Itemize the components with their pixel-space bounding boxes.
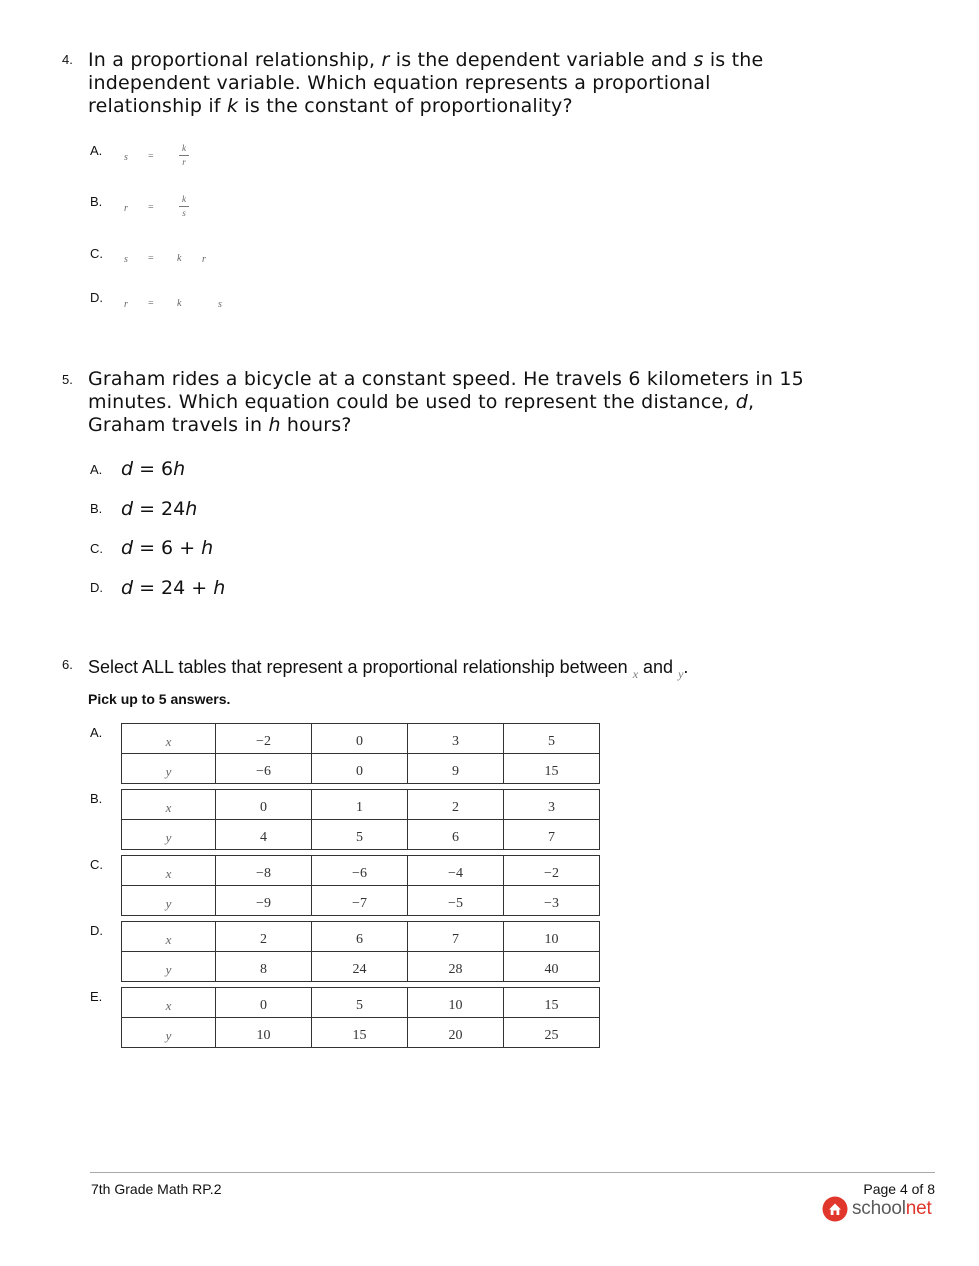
text-span: Select ALL tables that represent a proportional relationship between [88,657,633,677]
cell-value: 10 [544,931,559,947]
row-label-y [122,886,216,916]
question-4-line-3 [88,95,763,118]
fraction-bar [179,155,189,156]
equation-middle: = 24 + [133,577,214,599]
equation-middle: = 6 [133,458,174,480]
table-cell [312,886,408,916]
table-row-y [122,1018,600,1048]
cell-value: 7 [452,931,459,947]
table-cell [312,922,408,952]
cell-value: 2 [452,799,459,815]
fraction [179,143,189,168]
table-cell [504,952,600,982]
table-cell [504,790,600,820]
table-cell [216,820,312,850]
cell-value: −6 [256,763,271,779]
fraction-denominator: s [182,208,186,218]
cell-value: 5 [356,997,363,1013]
cell-value: 6 [452,829,459,845]
equation-operator [148,202,154,213]
row-label-y [122,1018,216,1048]
text-span: is the [703,49,764,71]
equation-term-1: k [177,298,182,309]
option-letter: D. [90,580,103,595]
operator: = [148,151,154,162]
variable-h: h [185,498,198,520]
variable-h: h [268,414,281,436]
logo-word-school: school [852,1198,906,1219]
q6-option-table-c[interactable] [121,855,600,916]
equation-lhs: s [124,152,128,163]
table-cell [408,922,504,952]
question-4-line-1 [88,49,763,72]
table-cell [408,988,504,1018]
variable-y: y [678,667,684,681]
cell-value: 0 [356,763,363,779]
cell-value: −7 [352,895,367,911]
equation [121,577,225,599]
cell-value: 4 [260,829,267,845]
cell-value: 7 [548,829,555,845]
table-cell [312,754,408,784]
table-row-y [122,754,600,784]
row-label-x [122,922,216,952]
option-letter: B. [90,791,103,806]
cell-value: 6 [356,931,363,947]
variable-d: d [121,458,134,480]
table-cell [408,1018,504,1048]
cell-value: 8 [260,961,267,977]
question-6-text [88,657,689,681]
question-number: 5. [62,372,73,387]
cell-value: 28 [448,961,463,977]
table-cell [312,820,408,850]
text-span: relationship if [88,95,227,117]
footer-page-number: Page 4 of 8 [863,1181,935,1197]
logo-wordmark [852,1198,932,1220]
row-label-text: x [165,865,172,881]
table-row-x [122,724,600,754]
equation-middle: = 6 + [133,537,202,559]
equation [121,537,213,559]
fraction [179,194,189,219]
table-cell [216,922,312,952]
equation-lhs: r [124,203,128,214]
table-cell [312,724,408,754]
equation-operator [148,253,154,264]
cell-value: 24 [352,961,367,977]
row-label-y [122,952,216,982]
table-cell [504,988,600,1018]
row-label-text: y [165,763,172,779]
table-row-y [122,886,600,916]
equation-operator [148,151,154,162]
text-span: , [748,391,755,413]
table-cell [216,886,312,916]
option-letter: E. [90,989,103,1004]
footer-divider [90,1172,935,1173]
fraction-denominator: r [182,157,186,167]
cell-value: 10 [448,997,463,1013]
row-label-y [122,820,216,850]
option-letter: C. [90,246,103,261]
logo-word-net: net [905,1198,932,1219]
table-cell [504,1018,600,1048]
q6-option-table-e[interactable] [121,987,600,1048]
row-label-text: x [165,799,172,815]
row-label-text: y [165,829,172,845]
cell-value: 40 [544,961,559,977]
table-cell [504,856,600,886]
table-cell [408,790,504,820]
cell-value: 1 [356,799,363,815]
option-letter: A. [90,725,103,740]
text-span: is the dependent variable and [389,49,694,71]
table-cell [408,952,504,982]
row-label-x [122,856,216,886]
operator: = [148,298,154,309]
text-span: is the constant of proportionality? [238,95,573,117]
table-cell [216,754,312,784]
table-cell [408,724,504,754]
footer-course-title: 7th Grade Math RP.2 [91,1181,222,1197]
row-label-text: x [165,997,172,1013]
cell-value: −2 [544,865,559,881]
table-row-y [122,820,600,850]
cell-value: 20 [448,1027,463,1043]
row-label-text: x [165,931,172,947]
question-4-text [88,49,763,118]
schoolnet-logo [822,1197,932,1221]
cell-value: 0 [260,799,267,815]
option-letter: C. [90,857,103,872]
cell-value: −6 [352,865,367,881]
cell-value: 9 [452,763,459,779]
cell-value: 15 [544,997,559,1013]
cell-value: 0 [260,997,267,1013]
text-span: . [683,657,689,677]
table-cell [504,724,600,754]
question-5-line-2 [88,391,804,414]
cell-value: 15 [352,1027,367,1043]
option-letter: D. [90,290,103,305]
variable-d: d [735,391,749,413]
table-cell [408,754,504,784]
equation-term-1: k [177,253,182,264]
row-label-x [122,790,216,820]
variable-h: h [173,458,186,480]
equation-lhs: r [124,299,128,310]
row-label-text: y [165,961,172,977]
question-5-text [88,368,804,437]
operator: = [148,253,154,264]
operator: = [148,202,154,213]
text-span: hours? [280,414,352,436]
option-letter: D. [90,923,103,938]
equation-lhs: s [124,254,128,265]
cell-value: −9 [256,895,271,911]
variable-h: h [201,537,214,559]
table-cell [504,922,600,952]
cell-value: 15 [544,763,559,779]
cell-value: −2 [256,733,271,749]
row-label-x [122,724,216,754]
table-row-y [122,952,600,982]
table-row-x [122,922,600,952]
q6-option-table-a[interactable] [121,723,600,784]
cell-value: −5 [448,895,463,911]
table-cell [216,724,312,754]
table-row-x [122,856,600,886]
fraction-bar [179,206,189,207]
cell-value: 0 [356,733,363,749]
table-cell [312,856,408,886]
question-number: 4. [62,52,73,67]
q6-option-table-b[interactable] [121,789,600,850]
pick-up-instruction: Pick up to 5 answers. [88,691,231,707]
text-span: and [638,657,679,677]
table-cell [216,952,312,982]
table-cell [312,790,408,820]
equation-term-2: r [202,254,206,265]
option-letter: A. [90,462,103,477]
text-span: minutes. Which equation could be used to represent the distance, [88,391,736,413]
table-cell [312,952,408,982]
q6-option-table-d[interactable] [121,921,600,982]
table-cell [408,820,504,850]
fraction-numerator: k [182,194,186,204]
equation-term-2: s [218,299,222,310]
row-label-text: y [165,1027,172,1043]
row-label-text: y [165,895,172,911]
option-letter: A. [90,143,103,158]
question-5-line-1: Graham rides a bicycle at a constant speed. He travels 6 kilometers in 15 [88,368,804,390]
row-label-text: x [165,733,172,749]
question-5-line-3 [88,414,804,437]
table-cell [312,1018,408,1048]
option-letter: B. [90,501,103,516]
variable-r: r [381,49,390,71]
table-cell [408,886,504,916]
question-number: 6. [62,657,73,672]
table-cell [216,790,312,820]
variable-x: x [632,667,639,681]
table-cell [504,754,600,784]
equation-operator [148,298,154,309]
table-row-x [122,790,600,820]
table-cell [216,856,312,886]
equation-middle: = 24 [133,498,186,520]
equation [121,498,197,520]
cell-value: −3 [544,895,559,911]
variable-d: d [121,498,134,520]
fraction-numerator: k [182,143,186,153]
table-cell [312,988,408,1018]
question-4-line-2: independent variable. Which equation represents a proportional [88,72,711,94]
table-row-x [122,988,600,1018]
variable-k: k [226,95,239,117]
cell-value: 2 [260,931,267,947]
cell-value: 3 [548,799,555,815]
table-cell [504,820,600,850]
cell-value: 5 [548,733,555,749]
variable-d: d [121,537,134,559]
text-span: In a proportional relationship, [88,49,382,71]
option-letter: C. [90,541,103,556]
cell-value: −8 [256,865,271,881]
table-cell [216,1018,312,1048]
option-letter: B. [90,194,103,209]
variable-d: d [121,577,134,599]
variable-s: s [693,49,704,71]
row-label-x [122,988,216,1018]
cell-value: 10 [256,1027,271,1043]
table-cell [408,856,504,886]
row-label-y [122,754,216,784]
cell-value: 25 [544,1027,559,1043]
cell-value: 5 [356,829,363,845]
cell-value: −4 [448,865,463,881]
cell-value: 3 [452,733,459,749]
table-cell [216,988,312,1018]
table-cell [504,886,600,916]
house-icon [822,1196,848,1222]
equation [121,458,185,480]
text-span: Graham travels in [88,414,269,436]
variable-h: h [213,577,226,599]
